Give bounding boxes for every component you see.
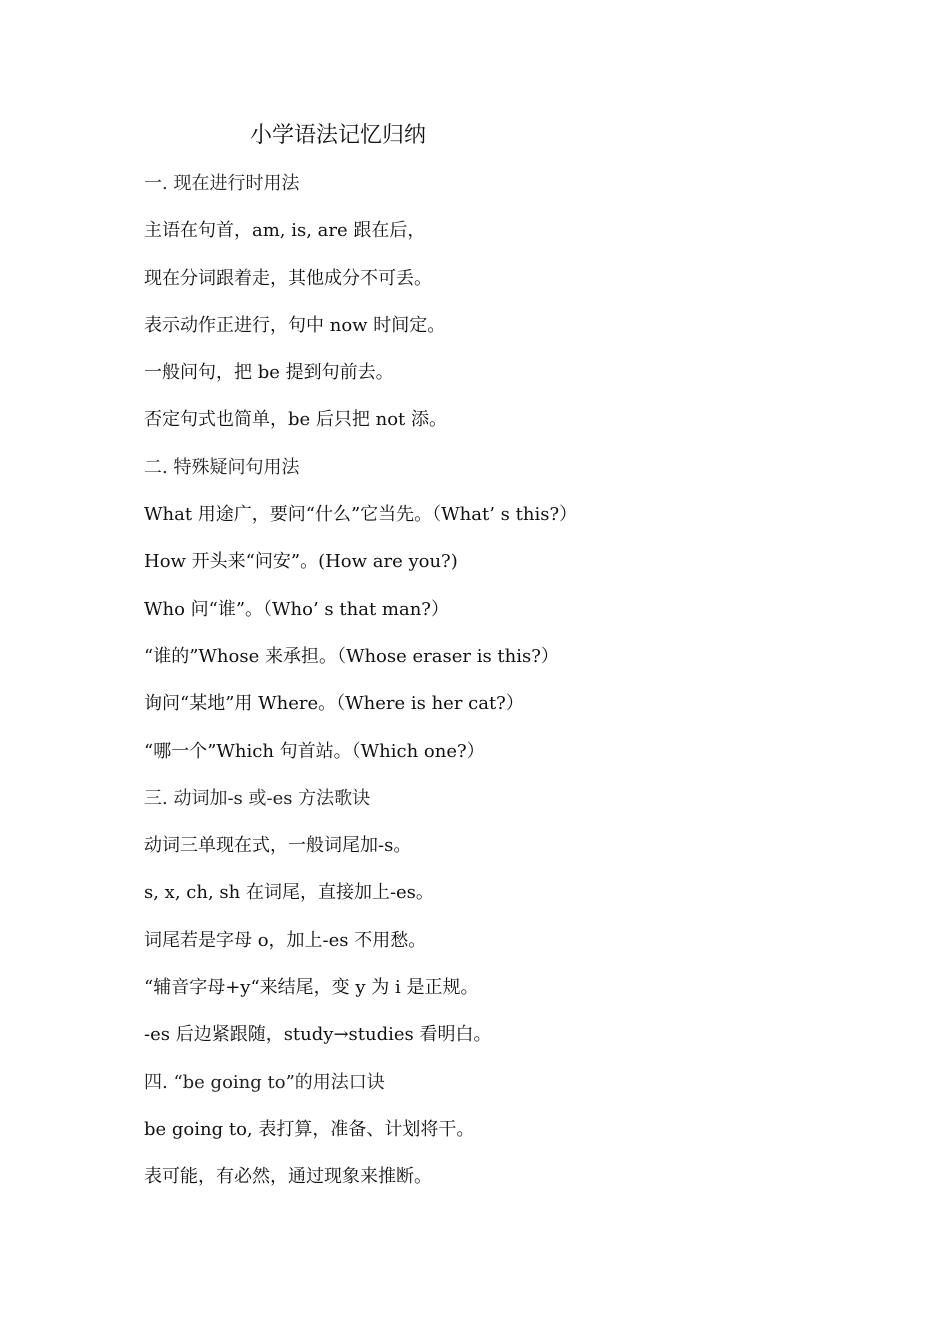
document-title: 小学语法记忆归纳 — [250, 123, 427, 148]
text-line: 表示动作正进行，句中 now 时间定。 — [144, 314, 446, 336]
text-line: “辅音字母+y“来结尾，变 y 为 i 是正规。 — [144, 977, 479, 999]
text-line: be going to, 表打算，准备、计划将干。 — [144, 1118, 475, 1140]
section-heading: 四. “be going to”的用法口诀 — [144, 1071, 385, 1093]
text-line: s, x, ch, sh 在词尾，直接加上-es。 — [144, 882, 434, 904]
text-line: 表可能，有必然，通过现象来推断。 — [144, 1166, 432, 1188]
text-line: 词尾若是字母 o，加上-es 不用愁。 — [144, 929, 427, 951]
section-heading: 一. 现在进行时用法 — [144, 173, 300, 194]
document-body — [144, 170, 864, 1211]
text-line: “哪一个”Which 句首站。（Which one?） — [144, 740, 485, 762]
text-line: 现在分词跟着走，其他成分不可丢。 — [144, 267, 432, 289]
text-line: 否定句式也简单，be 后只把 not 添。 — [144, 409, 448, 431]
text-line: How 开头来“问安”。(How are you?) — [144, 551, 458, 573]
text-line: “谁的”Whose 来承担。（Whose eraser is this?） — [144, 645, 559, 667]
text-line: 询问“某地”用 Where。（Where is her cat?） — [144, 693, 524, 715]
section-heading: 二. 特殊疑问句用法 — [144, 456, 300, 478]
text-line: 一般问句，把 be 提到句前去。 — [144, 362, 394, 384]
text-line: What 用途广，要问“什么”它当先。（What’ s this?） — [144, 504, 578, 526]
text-line: 主语在句首，am, is, are 跟在后， — [144, 220, 426, 242]
text-line: -es 后边紧跟随，study→studies 看明白。 — [144, 1024, 492, 1046]
section-heading: 三. 动词加-s 或-es 方法歌诀 — [144, 787, 371, 809]
text-line: Who 问“谁”。（Who’ s that man?） — [144, 598, 449, 620]
text-line: 动词三单现在式，一般词尾加-s。 — [144, 835, 412, 857]
